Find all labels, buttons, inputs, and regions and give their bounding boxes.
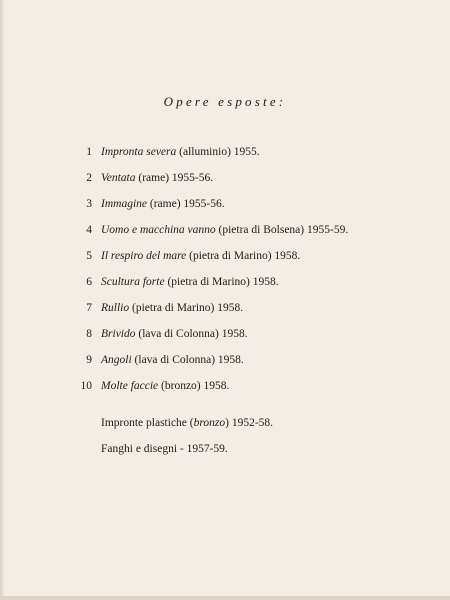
work-item [0, 146, 450, 162]
work-entry [101, 276, 279, 288]
work-entry [101, 224, 348, 236]
page-title: Opere esposte: [163, 94, 287, 109]
work-item [0, 224, 450, 240]
work-entry [101, 198, 225, 210]
work-details: (pietra di Marino) 1958. [132, 302, 244, 314]
work-item [0, 276, 450, 292]
work-entry [101, 250, 300, 262]
work-number: 2 [86, 172, 92, 184]
work-details: (rame) 1955-56. [149, 198, 225, 210]
impronte-suffix: ) 1952-58. [225, 417, 274, 429]
impronte-material: bronzo [193, 417, 226, 429]
work-title: Molte faccie [101, 380, 159, 392]
work-entry [101, 172, 213, 184]
work-title: Impronta severa [101, 146, 177, 158]
work-item [0, 354, 450, 370]
work-number: 8 [86, 328, 92, 340]
work-details: (rame) 1955-56. [138, 172, 214, 184]
work-title: Scultura forte [101, 276, 165, 288]
work-entry [101, 354, 244, 366]
work-title: Uomo e macchina vanno [101, 224, 216, 236]
work-title: Rullio [101, 302, 130, 314]
work-details: (lava di Colonna) 1958. [134, 354, 244, 366]
work-number: 9 [86, 354, 92, 366]
work-details: (alluminio) 1955. [179, 146, 260, 158]
work-title: Il respiro del mare [101, 250, 187, 262]
work-title: Angoli [101, 354, 132, 366]
work-number: 3 [86, 198, 92, 210]
work-number: 7 [86, 302, 92, 314]
work-entry [101, 328, 248, 340]
fanghi-line: Fanghi e disegni - 1957-59. [101, 443, 228, 455]
page-binding-shadow [0, 0, 5, 600]
work-number: 1 [86, 146, 92, 158]
work-details: (lava di Colonna) 1958. [138, 328, 248, 340]
impronte-line [101, 417, 273, 429]
work-number: 6 [86, 276, 92, 288]
work-title: Brivido [101, 328, 136, 340]
work-details: (pietra di Bolsena) 1955-59. [218, 224, 349, 236]
work-details: (bronzo) 1958. [161, 380, 230, 392]
work-item [0, 198, 450, 214]
work-number: 10 [80, 380, 92, 392]
work-entry [101, 302, 243, 314]
work-details: (pietra di Marino) 1958. [189, 250, 301, 262]
work-entry [101, 146, 260, 158]
work-item [0, 380, 450, 396]
work-item [0, 328, 450, 344]
work-number: 5 [86, 250, 92, 262]
work-title: Immagine [101, 198, 147, 210]
work-number: 4 [86, 224, 92, 236]
work-item [0, 302, 450, 318]
work-item [0, 250, 450, 266]
page-bottom-edge [0, 596, 450, 600]
impronte-prefix: Impronte plastiche ( [101, 417, 194, 429]
work-item [0, 172, 450, 188]
work-entry [101, 380, 229, 392]
work-title: Ventata [101, 172, 136, 184]
work-details: (pietra di Marino) 1958. [167, 276, 279, 288]
